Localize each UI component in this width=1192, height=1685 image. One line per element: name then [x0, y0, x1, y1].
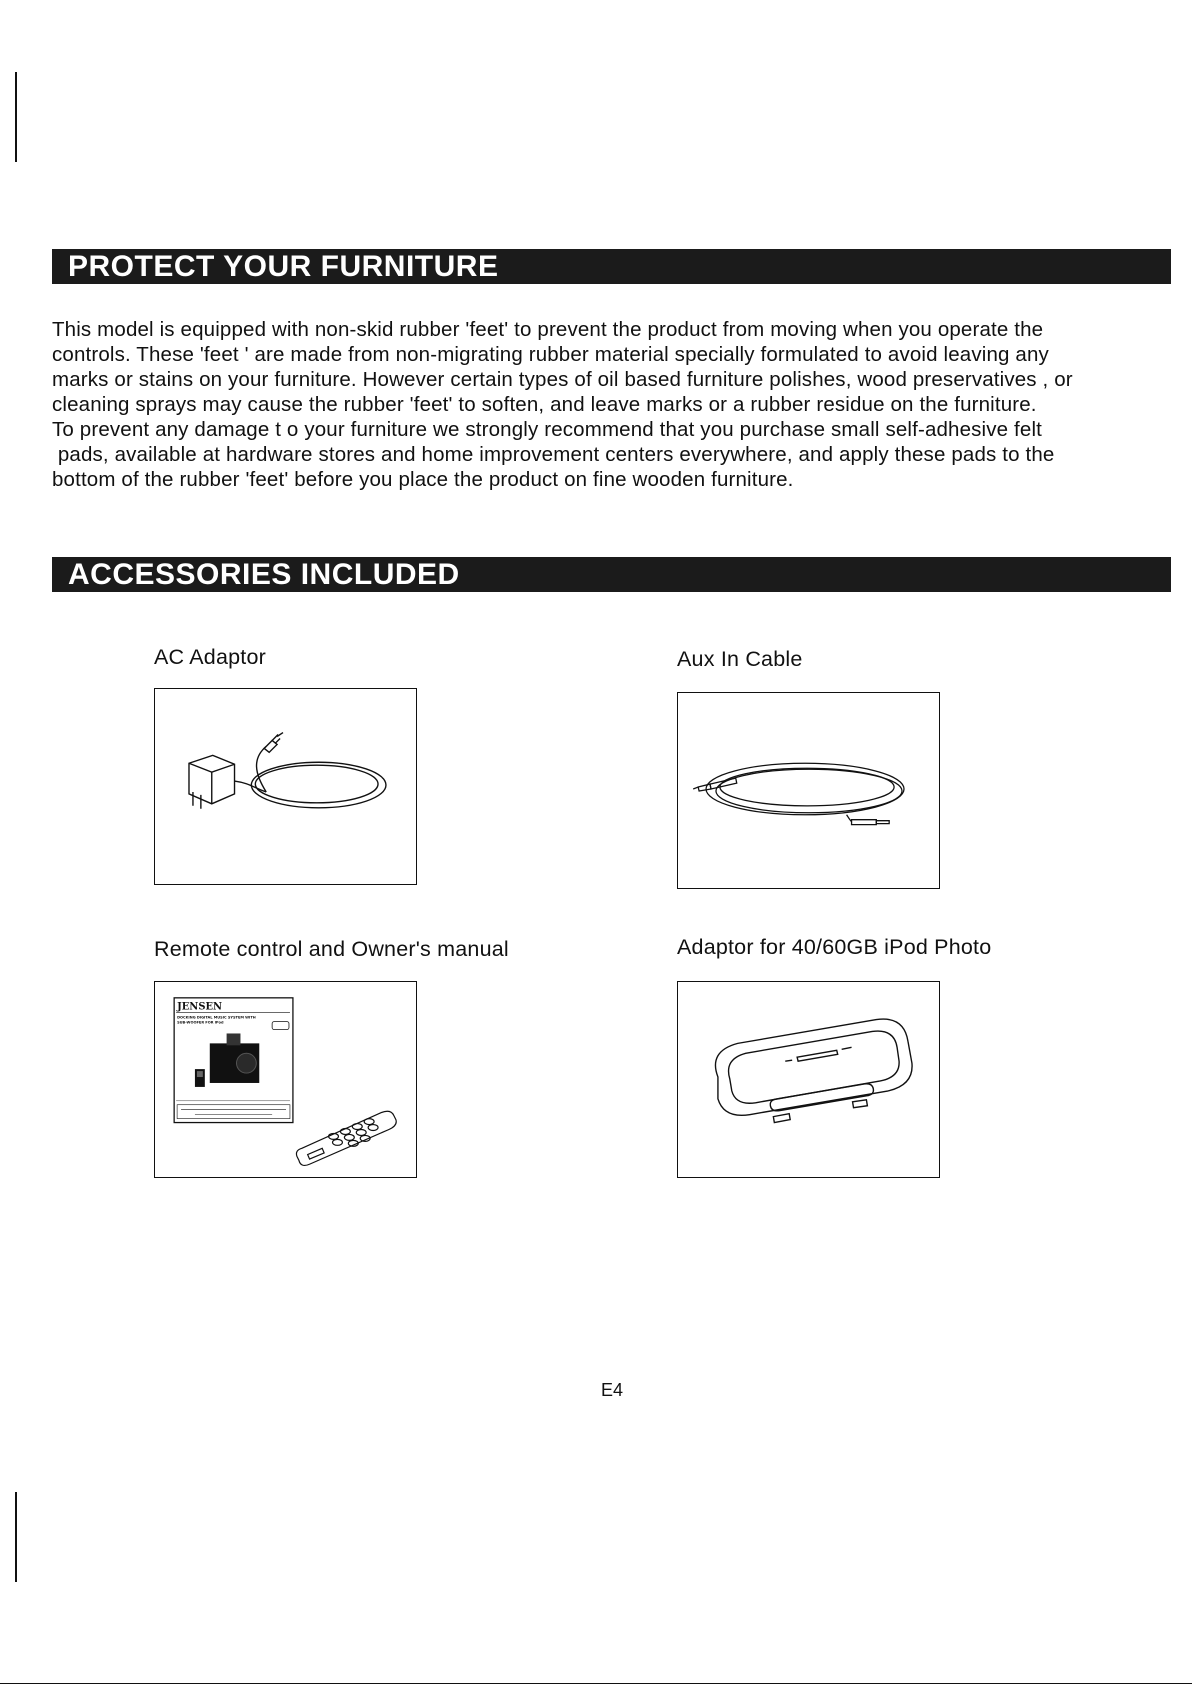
accessory-label-ac-adaptor: AC Adaptor: [154, 645, 266, 669]
section-heading-accessories: [52, 557, 1171, 592]
bottom-rule: [0, 1683, 1192, 1684]
accessory-box-remote-manual: [154, 981, 417, 1178]
crop-mark-top: [15, 72, 17, 162]
accessory-label-ipod-adaptor: Adaptor for 40/60GB iPod Photo: [677, 935, 992, 959]
manual-title-line2: SUB-WOOFER FOR iPod: [177, 1020, 224, 1025]
paragraph-line: This model is equipped with non-skid rubber 'feet' to prevent the product from moving when you operate the: [52, 318, 1044, 341]
paragraph-line: marks or stains on your furniture. However certain types of oil based furniture polishes, wood preservatives , or: [52, 368, 1073, 391]
protect-furniture-paragraph: [52, 317, 1177, 492]
remote-manual-illustration: [155, 982, 416, 1177]
accessory-box-ac-adaptor: [154, 688, 417, 885]
accessory-box-aux-cable: [677, 692, 940, 889]
section-title: ACCESSORIES INCLUDED: [68, 558, 460, 591]
section-title: PROTECT YOUR FURNITURE: [68, 250, 499, 283]
ipod-adaptor-illustration: [678, 982, 939, 1177]
ac-adaptor-illustration: [155, 689, 416, 884]
paragraph-line: pads, available at hardware stores and home improvement centers everywhere, and apply these pads to the: [52, 443, 1055, 466]
accessory-label-remote-manual: Remote control and Owner's manual: [154, 937, 509, 961]
section-heading-protect-furniture: [52, 249, 1171, 284]
paragraph-line: To prevent any damage t o your furniture we strongly recommend that you purchase small self-adhesive felt: [52, 418, 1042, 441]
accessory-box-ipod-adaptor: [677, 981, 940, 1178]
aux-cable-illustration: [678, 693, 939, 888]
crop-mark-bottom: [15, 1492, 17, 1582]
accessory-label-aux-cable: Aux In Cable: [677, 647, 803, 671]
owners-manual-illustration: [174, 998, 293, 1123]
paragraph-line: cleaning sprays may cause the rubber 'feet' to soften, and leave marks or a rubber residue on the furniture.: [52, 393, 1037, 416]
remote-control-illustration: [296, 1111, 396, 1165]
manual-brand: JENSEN: [177, 1001, 223, 1013]
manual-title-line1: DOCKING DIGITAL MUSIC SYSTEM WITH: [177, 1015, 256, 1020]
page-number: E4: [601, 1380, 624, 1400]
paragraph-line: controls. These 'feet ' are made from non-migrating rubber material specially formulated to avoid leaving any: [52, 343, 1049, 366]
paragraph-line: bottom of the rubber 'feet' before you place the product on fine wooden furniture.: [52, 468, 794, 491]
